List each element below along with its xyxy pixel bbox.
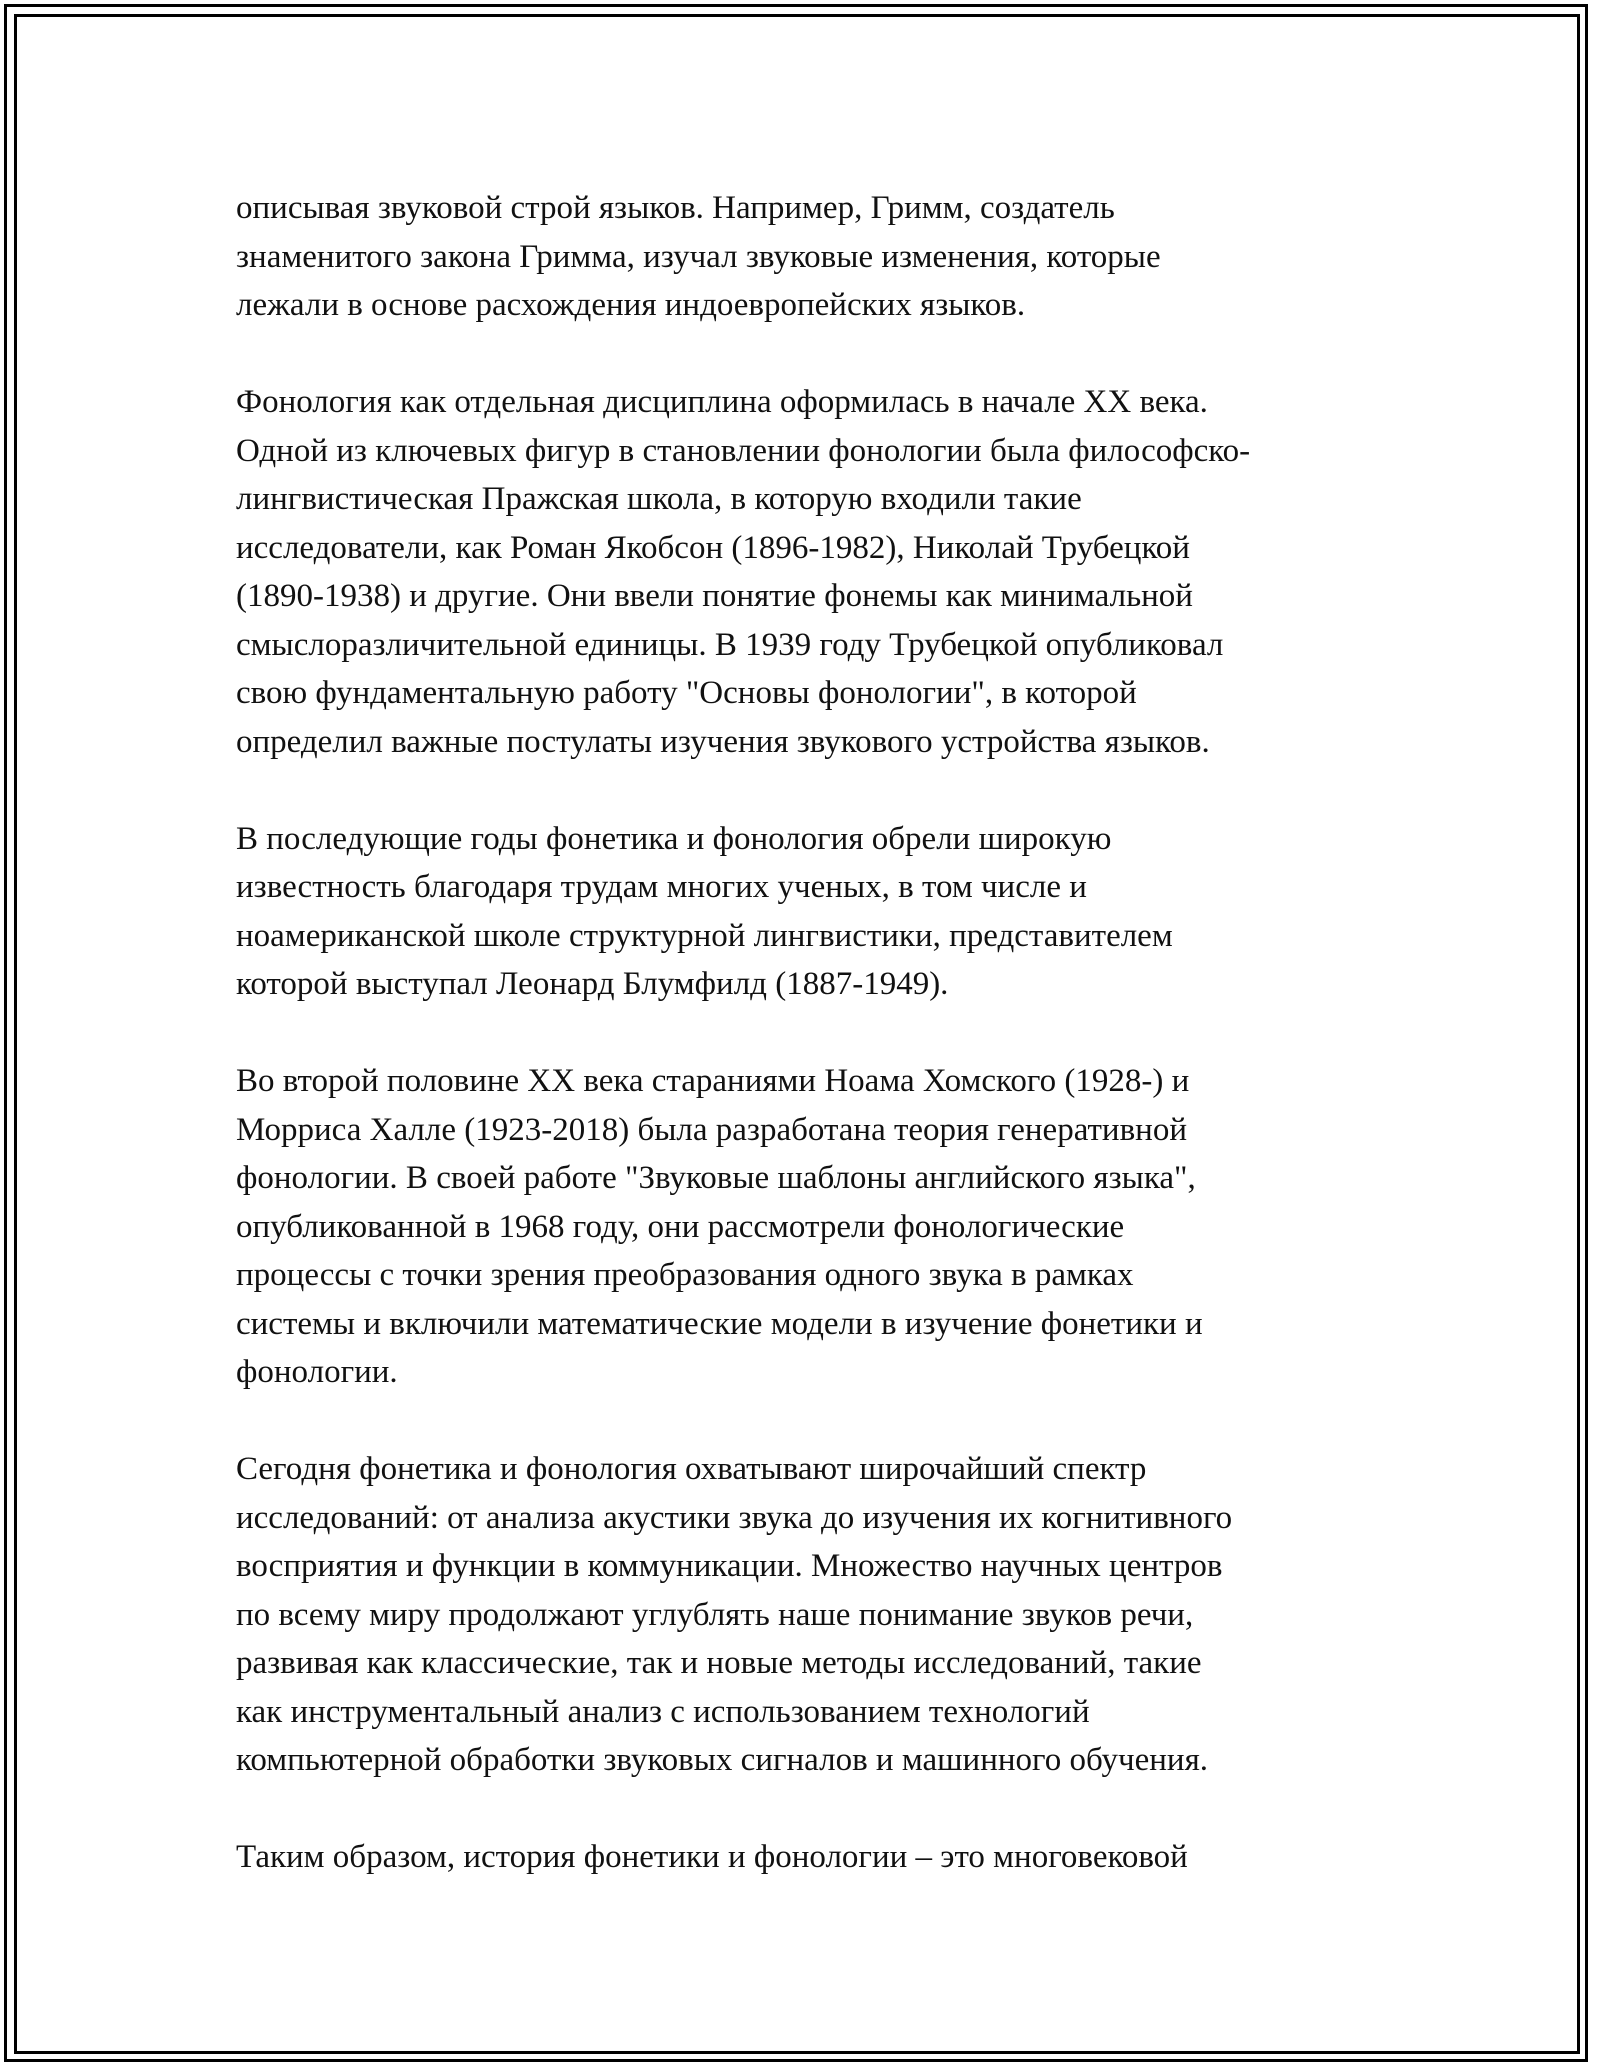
text-line: по всему миру продолжают углублять наше понимание звуков речи, [236,1596,1194,1633]
text-line: восприятия и функции в коммуникации. Множество научных центров [236,1548,1223,1584]
text-line: известность благодаря трудам многих ученых, в том числе и [236,869,1087,905]
paragraph [236,1445,1386,1785]
text-line: фонологии. В своей работе "Звуковые шаблоны английского языка", [236,1160,1196,1196]
text-line: компьютерной обработки звуковых сигналов и машинного обучения. [236,1742,1209,1778]
text-line: исследований: от анализа акустики звука до изучения их когнитивного [236,1499,1233,1536]
text-line: знаменитого закона Гримма, изучал звуковые изменения, которые [236,238,1161,275]
paragraph [236,1057,1386,1397]
text-line: ноамериканской школе структурной лингвистики, представителем [236,917,1173,954]
text-line: Во второй половине XX века стараниями Ноама Хомского (1928-) и [236,1063,1190,1099]
text-line: которой выступал Леонард Блумфилд (1887-1949). [236,966,949,1002]
text-line: исследователи, как Роман Якобсон (1896-1982), Николай Трубецкой [236,529,1190,566]
text-line: (1890-1938) и другие. Они ввели понятие фонемы как минимальной [236,578,1193,614]
paragraph [236,378,1386,766]
text-line: определил важные постулаты изучения звукового устройства языков. [236,723,1210,760]
text-line: Одной из ключевых фигур в становлении фонологии была философско- [236,432,1251,469]
text-line: смыслоразличительной единицы. В 1939 году Трубецкой опубликовал [236,626,1224,663]
text-line: процессы с точки зрения преобразования одного звука в рамках [236,1257,1134,1293]
text-line: опубликованной в 1968 году, они рассмотрели фонологические [236,1208,1125,1245]
text-line: В последующие годы фонетика и фонология обрели широкую [236,820,1112,857]
text-line: развивая как классические, так и новые методы исследований, такие [236,1645,1202,1681]
document-body [236,184,1386,1930]
paragraph [236,1833,1386,1882]
text-line: лингвистическая Пражская школа, в которую входили такие [236,481,1082,517]
text-line: свою фундаментальную работу "Основы фонологии", в которой [236,675,1137,711]
paragraph [236,815,1386,1009]
text-line: Морриса Халле (1923-2018) была разработана теория генеративной [236,1111,1187,1148]
paragraph [236,184,1386,330]
text-line: Фонология как отдельная дисциплина оформилась в начале XX века. [236,384,1208,420]
text-line: лежали в основе расхождения индоевропейских языков. [236,287,1026,323]
text-line: фонологии. [236,1354,398,1390]
text-line: описывая звуковой строй языков. Например, Гримм, создатель [236,190,1115,226]
text-line: как инструментальный анализ с использованием технологий [236,1693,1090,1730]
text-line: Сегодня фонетика и фонология охватывают широчайший спектр [236,1451,1147,1487]
text-line: Таким образом, история фонетики и фонологии – это многовековой [236,1839,1188,1875]
text-line: системы и включили математические модели в изучение фонетики и [236,1305,1203,1342]
